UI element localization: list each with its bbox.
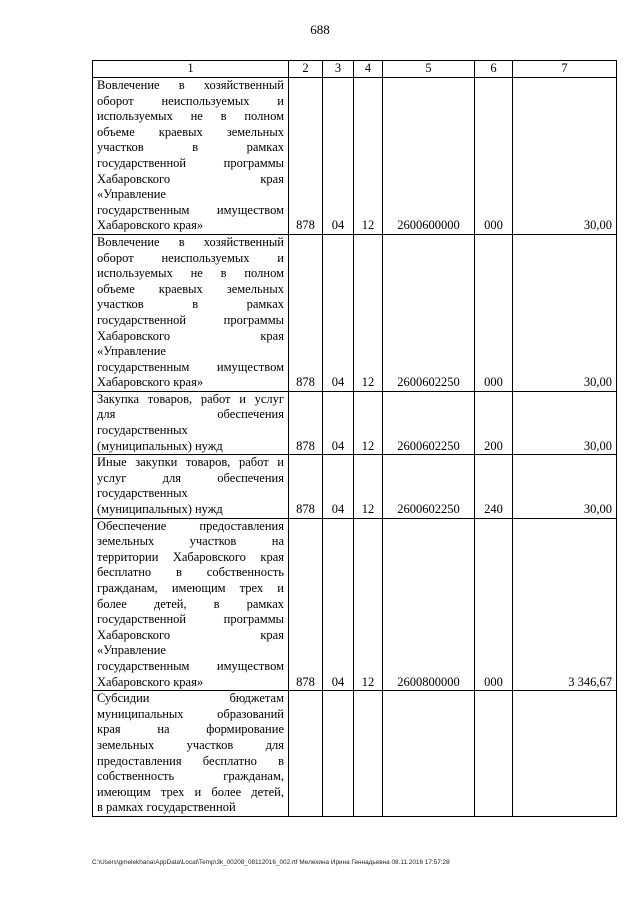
target-item-code-cell (383, 691, 475, 817)
row-name-line: Хабаровского края» (97, 674, 204, 689)
subsection-code-cell: 12 (354, 391, 383, 454)
subsection-code-cell (354, 691, 383, 817)
subsection-code-cell: 12 (354, 234, 383, 391)
row-name-line: территории Хабаровского края (97, 549, 284, 564)
column-header: 2 (289, 61, 323, 78)
row-name-cell (93, 518, 289, 691)
row-name-line: имеющим трех и более детей, (97, 784, 284, 799)
row-name-line: предоставления бесплатно в (97, 753, 284, 768)
row-name-line: гражданам, имеющим трех и (97, 581, 284, 595)
row-name-line: Иные закупки товаров, работ и (97, 455, 284, 470)
column-header: 7 (513, 61, 617, 78)
section-code-cell: 04 (323, 78, 354, 235)
row-name-cell (93, 391, 289, 454)
row-name-line: государственных (97, 486, 188, 501)
row-name-line: государственной программы (97, 155, 284, 170)
department-code-cell: 878 (289, 518, 323, 691)
table-row (93, 234, 617, 391)
department-code-cell: 878 (289, 78, 323, 235)
row-name-line: «Управление (97, 643, 166, 658)
section-code-cell: 04 (323, 518, 354, 691)
row-name-line: Хабаровского края» (97, 375, 204, 390)
target-item-code-cell: 2600600000 (383, 78, 475, 235)
column-header: 6 (475, 61, 513, 78)
row-name-line: государственным имуществом (97, 658, 284, 673)
row-name-line: используемых не в полном (97, 109, 284, 124)
row-name-line: бесплатно в собственность (97, 565, 284, 580)
expense-type-code-cell: 000 (475, 78, 513, 235)
section-code-cell: 04 (323, 391, 354, 454)
row-name-line: (муниципальных) нужд (97, 438, 223, 453)
table-body (93, 78, 617, 817)
row-name-line: государственным имуществом (97, 202, 284, 217)
column-header: 3 (323, 61, 354, 78)
row-name-line: оборот неиспользуемых и (97, 250, 284, 265)
row-name-line: земельных участков на (97, 534, 284, 549)
page-number: 688 (310, 22, 330, 37)
row-name-line: объеме краевых земельных (97, 281, 284, 296)
department-code-cell (289, 691, 323, 817)
row-name-line: государственной программы (97, 312, 284, 327)
amount-cell (513, 691, 617, 817)
table-row (93, 518, 617, 691)
target-item-code-cell: 2600800000 (383, 518, 475, 691)
row-name-line: используемых не в полном (97, 266, 284, 281)
row-name-line: услуг для обеспечения (97, 470, 284, 485)
amount-cell: 3 346,67 (513, 518, 617, 691)
row-name-line: Вовлечение в хозяйственный (97, 234, 284, 249)
column-header: 1 (93, 61, 289, 78)
row-name-line: государственным имуществом (97, 359, 284, 374)
row-name-line: участков в рамках (97, 297, 284, 312)
table-row (93, 391, 617, 454)
file-path-footer: C:\Users\gmelekhana\AppData\Local\Temp\3k_00208_08112016_002.rtf Мелехина Ирина Геннадьевна 08.11.2016 17:57:28 (92, 859, 450, 866)
row-name-line: Закупка товаров, работ и услуг (97, 391, 284, 406)
target-item-code-cell: 2600602250 (383, 234, 475, 391)
row-name-cell (93, 455, 289, 518)
row-name-line: собственность гражданам, (97, 769, 284, 784)
table-row (93, 691, 617, 817)
row-name-line: Хабаровского края (97, 627, 284, 642)
row-name-line: муниципальных образований (97, 706, 284, 721)
row-name-line: Субсидии бюджетам (97, 691, 284, 706)
row-name-line: участков в рамках (97, 140, 284, 155)
row-name-line: (муниципальных) нужд (97, 502, 223, 517)
column-header: 5 (383, 61, 475, 78)
row-name-line: более детей, в рамках (97, 596, 284, 611)
subsection-code-cell: 12 (354, 455, 383, 518)
row-name-line: «Управление (97, 187, 166, 202)
amount-cell: 30,00 (513, 391, 617, 454)
section-code-cell (323, 691, 354, 817)
row-name-line: государственных (97, 423, 188, 438)
table-row (93, 455, 617, 518)
expense-type-code-cell: 240 (475, 455, 513, 518)
row-name-cell (93, 78, 289, 235)
row-name-line: Хабаровского края» (97, 218, 204, 233)
row-name-line: Вовлечение в хозяйственный (97, 78, 284, 92)
budget-table (92, 60, 617, 817)
department-code-cell: 878 (289, 455, 323, 518)
row-name-cell (93, 691, 289, 817)
row-name-line: Хабаровского края (97, 328, 284, 343)
target-item-code-cell: 2600602250 (383, 455, 475, 518)
expense-type-code-cell: 000 (475, 518, 513, 691)
section-code-cell: 04 (323, 455, 354, 518)
row-name-cell (93, 234, 289, 391)
row-name-line: для обеспечения (97, 407, 284, 422)
target-item-code-cell: 2600602250 (383, 391, 475, 454)
header-row (93, 61, 617, 78)
amount-cell: 30,00 (513, 78, 617, 235)
row-name-line: Обеспечение предоставления (97, 518, 284, 533)
row-name-line: края на формирование (97, 722, 284, 737)
amount-cell: 30,00 (513, 455, 617, 518)
amount-cell: 30,00 (513, 234, 617, 391)
row-name-line: объеме краевых земельных (97, 124, 284, 139)
expense-type-code-cell: 200 (475, 391, 513, 454)
department-code-cell: 878 (289, 391, 323, 454)
table-row (93, 78, 617, 235)
section-code-cell: 04 (323, 234, 354, 391)
row-name-line: государственной программы (97, 612, 284, 627)
subsection-code-cell: 12 (354, 78, 383, 235)
department-code-cell: 878 (289, 234, 323, 391)
row-name-line: Хабаровского края (97, 171, 284, 186)
expense-type-code-cell (475, 691, 513, 817)
subsection-code-cell: 12 (354, 518, 383, 691)
row-name-line: «Управление (97, 344, 166, 359)
row-name-line: земельных участков для (97, 737, 284, 752)
expense-type-code-cell: 000 (475, 234, 513, 391)
column-header: 4 (354, 61, 383, 78)
row-name-line: оборот неиспользуемых и (97, 93, 284, 108)
row-name-line: в рамках государственной (97, 800, 236, 815)
